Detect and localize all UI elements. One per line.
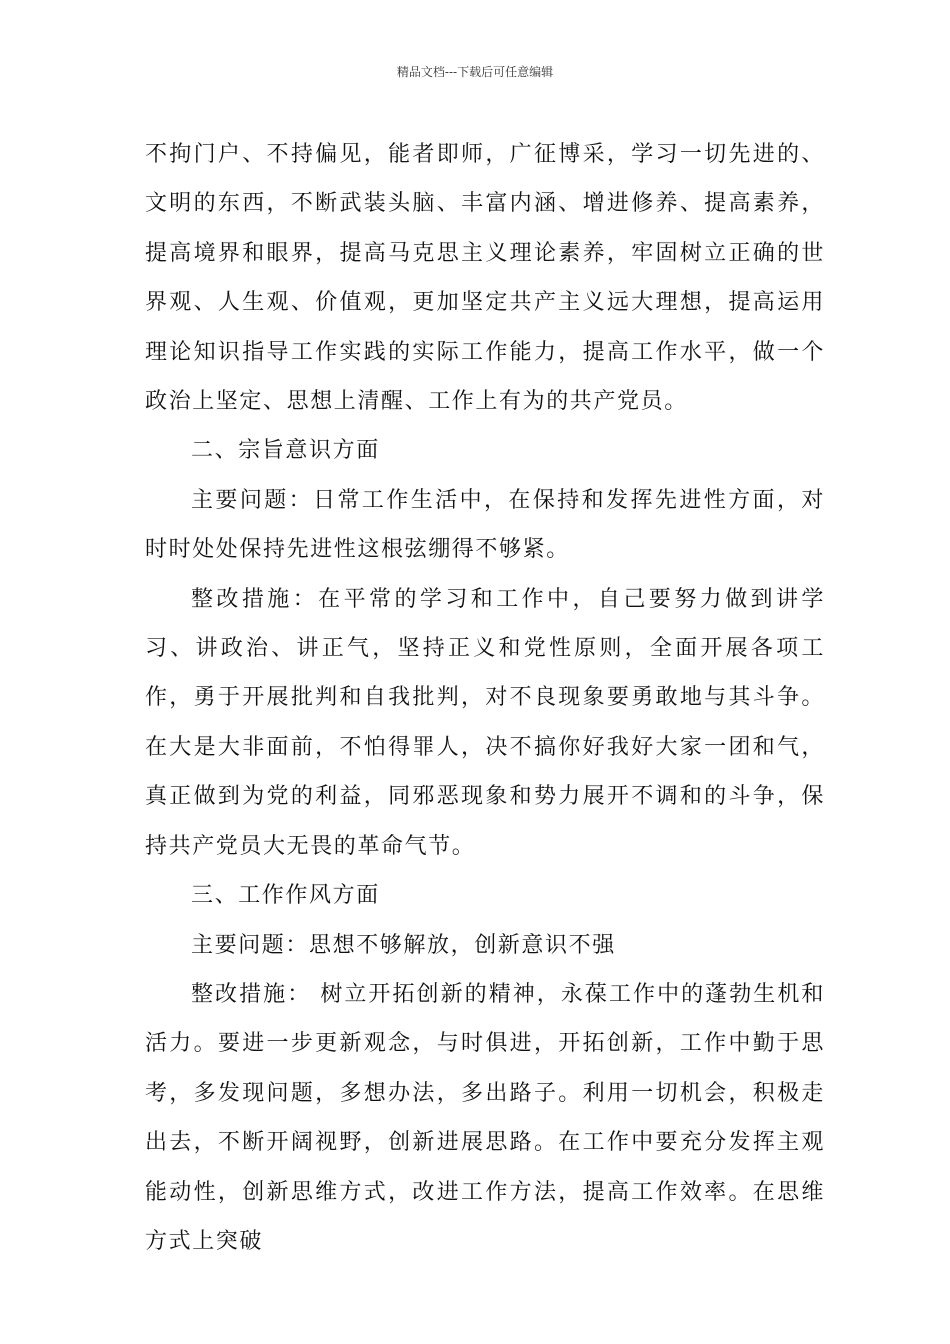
- paragraph-main-problem: 主要问题：思想不够解放，创新意识不强: [191, 932, 616, 958]
- section-heading-work-style: 三、工作作风方面: [191, 883, 380, 909]
- paragraph-rectification-measures: 整改措施：在平常的学习和工作中，自己要努力做到讲学习、讲政治、讲正气，坚持正义和党性原则，全面开展各项工作，勇于开展批判和自我批判，对不良现象要勇敢地与其斗争。在大是大非面前，不怕得罪人，决不搞你好我好大家一团和气，真正做到为党的利益，同邪恶现象和势力展开不调和的斗争，保持共产党员大无畏的革命气节。: [145, 586, 825, 859]
- paragraph-rectification-measures: 整改措施： 树立开拓创新的精神，永葆工作中的蓬勃生机和活力。要进一步更新观念，与时俱进，开拓创新，工作中勤于思考，多发现问题，多想办法，多出路子。利用一切机会，积极走出去，不断开阔视野，创新进展思路。在工作中要充分发挥主观能动性，创新思维方式，改进工作方法，提高工作效率。在思维方式上突破: [145, 981, 825, 1254]
- section-heading-purpose: 二、宗旨意识方面: [191, 438, 380, 464]
- document-body: [145, 130, 825, 1266]
- page-header: 精品文档---下载后可任意编辑: [396, 65, 554, 79]
- paragraph-main-problem: 主要问题：日常工作生活中，在保持和发挥先进性方面，对时时处处保持先进性这根弦绷得不够紧。: [145, 487, 825, 563]
- paragraph-continuation: 不拘门户、不持偏见，能者即师，广征博采，学习一切先进的、文明的东西，不断武装头脑、丰富内涵、增进修养、提高素养，提高境界和眼界，提高马克思主义理论素养，牢固树立正确的世界观、人生观、价值观，更加坚定共产主义远大理想，提高运用理论知识指导工作实践的实际工作能力，提高工作水平，做一个政治上坚定、思想上清醒、工作上有为的共产党员。: [145, 142, 825, 415]
